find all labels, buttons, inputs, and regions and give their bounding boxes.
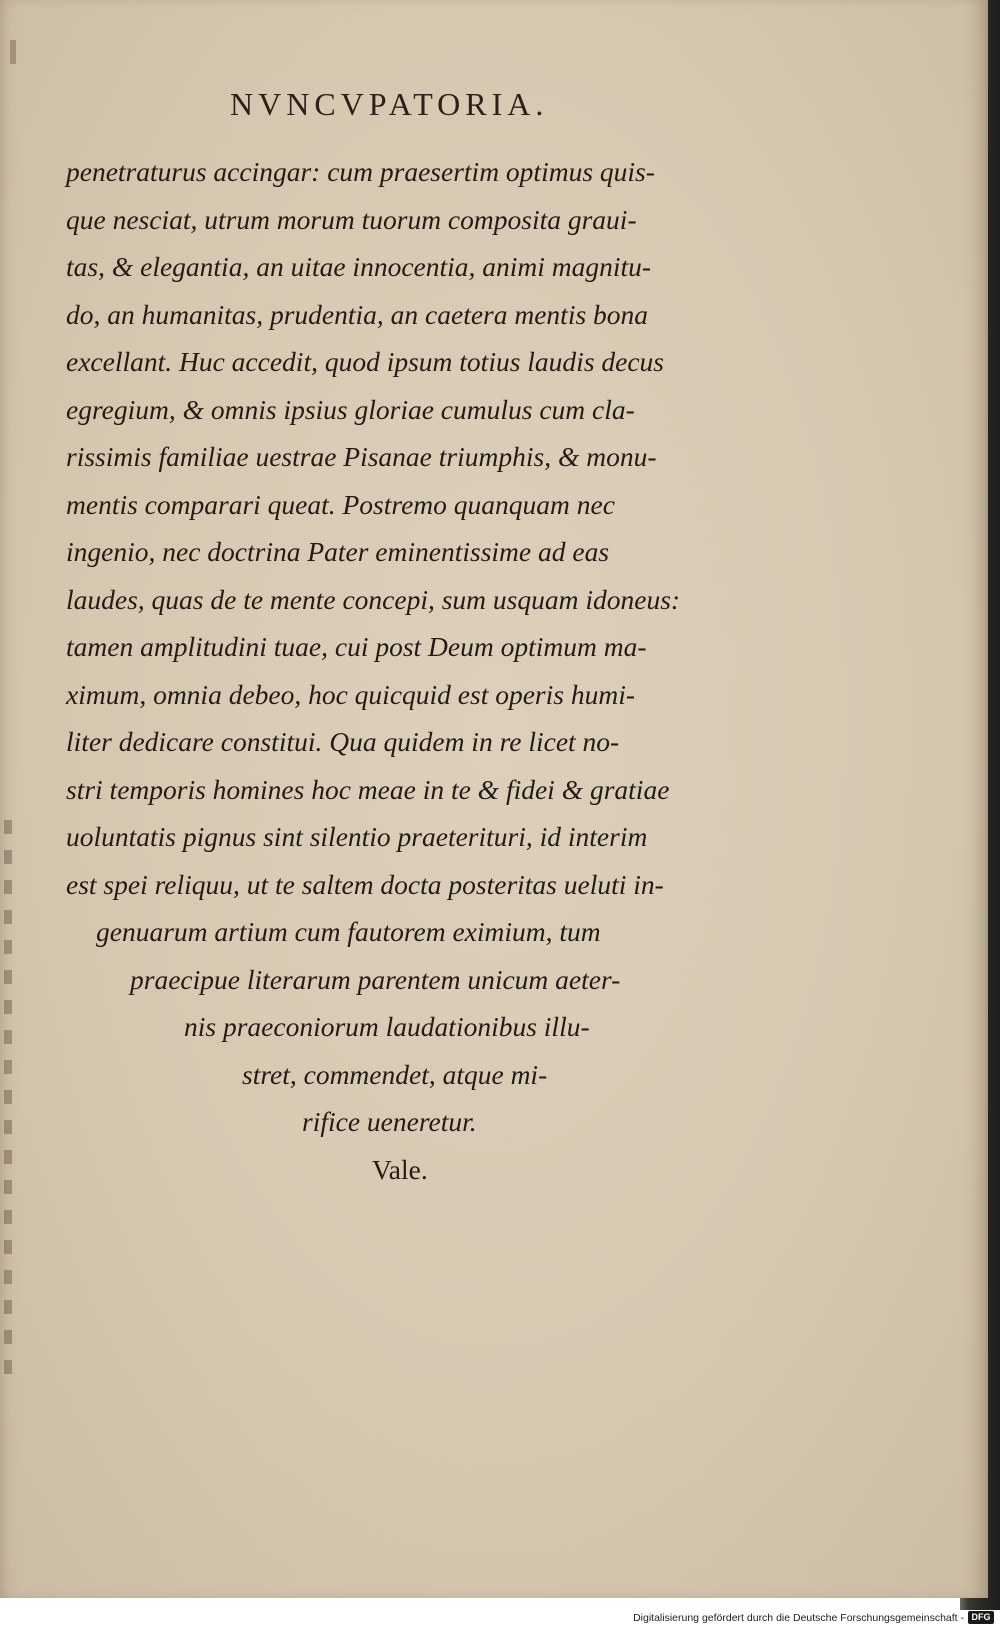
text-line: excellant. Huc accedit, quod ipsum totius laudis decus xyxy=(66,346,665,377)
text-line: tamen amplitudini tuae, cui post Deum optimum ma- xyxy=(66,631,647,662)
text-line: stri temporis homines hoc meae in te & fidei & gratiae xyxy=(66,773,670,805)
text-line: praecipue literarum parentem unicum aeter- xyxy=(130,963,621,995)
text-line: laudes, quas de te mente concepi, sum usquam idoneus: xyxy=(66,583,681,615)
text-line: ingenio, nec doctrina Pater eminentissime ad eas xyxy=(66,536,610,567)
text-line: mentis comparari queat. Postremo quanquam nec xyxy=(66,488,615,520)
text-line: est spei reliquu, ut te saltem docta posteritas ueluti in- xyxy=(66,868,664,900)
text-line: ximum, omnia debeo, hoc quicquid est operis humi- xyxy=(66,678,636,710)
bleed-through-marks xyxy=(4,820,12,1380)
text-line: liter dedicare constitui. Qua quidem in re licet no- xyxy=(66,726,620,757)
text-line: stret, commendet, atque mi- xyxy=(242,1058,548,1090)
margin-mark xyxy=(10,40,16,64)
text-line: tas, & elegantia, an uitae innocentia, animi magnitu- xyxy=(66,251,652,282)
text-line: uoluntatis pignus sint silentio praeterituri, id interim xyxy=(66,821,648,852)
text-line: rissimis familiae uestrae Pisanae triumphis, & monu- xyxy=(66,441,657,472)
text-line: egregium, & omnis ipsius gloriae cumulus cum cla- xyxy=(66,393,635,425)
text-line: nis praeconiorum laudationibus illu- xyxy=(184,1011,590,1042)
running-head: NVNCVPATORIA. xyxy=(230,86,549,122)
closing-vale: Vale. xyxy=(372,1153,428,1185)
text-line: do, an humanitas, prudentia, an caetera mentis bona xyxy=(66,298,649,330)
text-line: rifice ueneretur. xyxy=(302,1106,477,1137)
dfg-logo: DFG xyxy=(968,1611,994,1624)
text-line: penetraturus accingar: cum praesertim optimus quis- xyxy=(66,156,655,187)
text-line: que nesciat, utrum morum tuorum composita graui- xyxy=(66,203,637,235)
text-line: genuarum artium cum fautorem eximium, tum xyxy=(96,916,601,947)
body-text xyxy=(66,148,826,1193)
funding-credit: Digitalisierung gefördert durch die Deutsche Forschungsgemeinschaft - xyxy=(633,1612,964,1624)
